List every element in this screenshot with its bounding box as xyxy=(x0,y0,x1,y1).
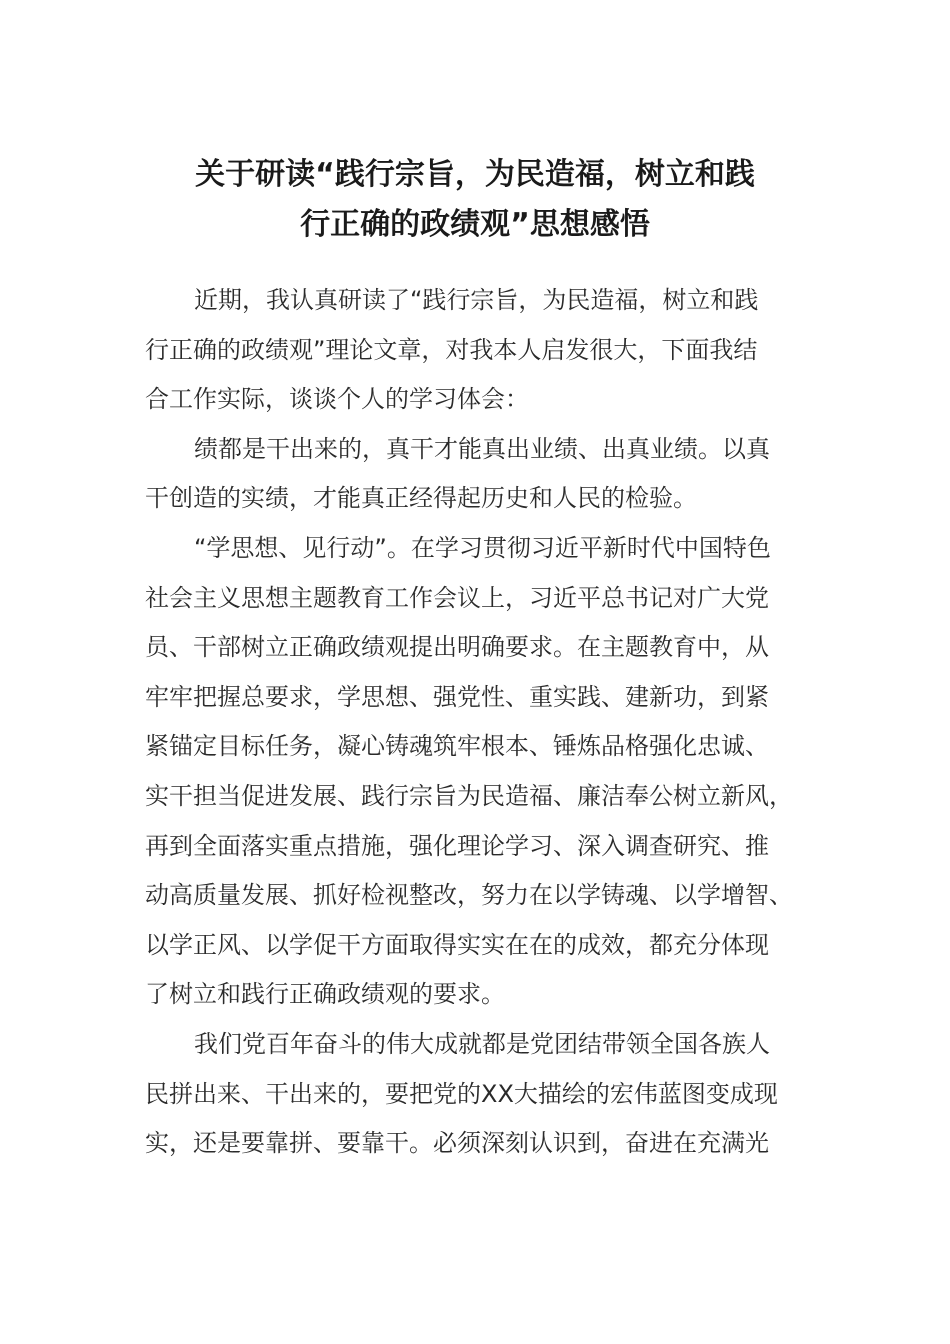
paragraph-line: 行正确的政绩观”理论文章，对我本人启发很大，下面我结 xyxy=(145,335,758,364)
paragraph-line: 近期，我认真研读了“践行宗旨，为民造福，树立和践 xyxy=(194,286,759,314)
paragraph-line: 绩都是干出来的，真干才能真出业绩、出真业绩。以真 xyxy=(194,434,770,463)
title-line: 行正确的政绩观”思想感悟 xyxy=(300,207,650,242)
document-title xyxy=(140,150,810,250)
paragraph-line: 实干担当促进发展、践行宗旨为民造福、廉洁奉公树立新风， xyxy=(145,781,793,810)
paragraph-line: 了树立和践行正确政绩观的要求。 xyxy=(145,980,505,1009)
paragraph-line: 员、干部树立正确政绩观提出明确要求。在主题教育中，从 xyxy=(145,633,769,662)
title-line: 关于研读“践行宗旨，为民造福，树立和践 xyxy=(195,157,755,192)
paragraph-line: “学思想、见行动”。在学习贯彻习近平新时代中国特色 xyxy=(194,533,771,562)
paragraph xyxy=(145,524,810,1020)
paragraph xyxy=(145,1020,810,1169)
paragraph-line: 民拼出来、干出来的，要把党的XX大描绘的宏伟蓝图变成现 xyxy=(145,1079,778,1108)
paragraph xyxy=(145,276,810,425)
paragraph-line: 牢牢把握总要求，学思想、强党性、重实践、建新功，到紧 xyxy=(145,682,769,711)
paragraph-line: 动高质量发展、抓好检视整改，努力在以学铸魂、以学增智、 xyxy=(145,881,793,910)
document-body xyxy=(145,276,810,1169)
paragraph-line: 以学正风、以学促干方面取得实实在在的成效，都充分体现 xyxy=(145,930,769,959)
paragraph-line: 紧锚定目标任务，凝心铸魂筑牢根本、锤炼品格强化忠诚、 xyxy=(145,732,769,761)
paragraph xyxy=(145,425,810,524)
paragraph-line: 再到全面落实重点措施，强化理论学习、深入调查研究、推 xyxy=(145,831,769,860)
paragraph-line: 社会主义思想主题教育工作会议上，习近平总书记对广大党 xyxy=(145,583,769,612)
paragraph-line: 实，还是要靠拼、要靠干。必须深刻认识到，奋进在充满光 xyxy=(145,1129,769,1158)
paragraph-line: 我们党百年奋斗的伟大成就都是党团结带领全国各族人 xyxy=(194,1029,770,1058)
paragraph-line: 干创造的实绩，才能真正经得起历史和人民的检验。 xyxy=(145,484,697,513)
paragraph-line: 合工作实际，谈谈个人的学习体会： xyxy=(145,385,529,414)
